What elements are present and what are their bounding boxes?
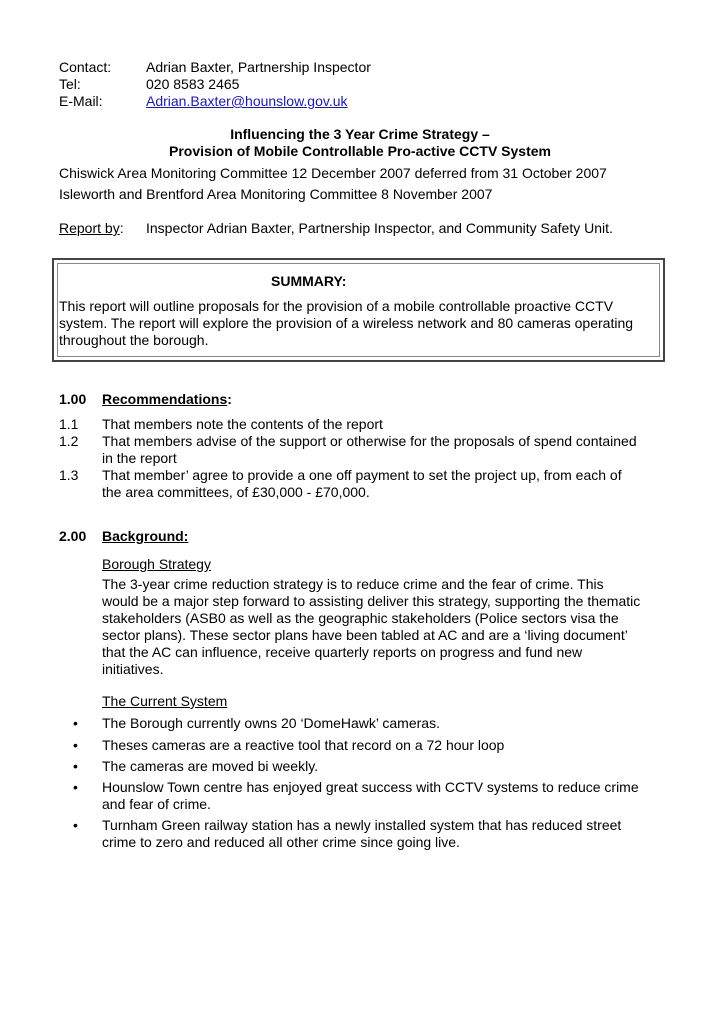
summary-line-1: This report will outline proposals for the provision of a mobile controllable proactive CCTV [59,298,614,314]
email-label: E-Mail: [59,93,103,109]
tel-label: Tel: [59,76,81,92]
report-by-colon: : [119,220,124,236]
bullet-text: Theses cameras are a reactive tool that record on a 72 hour loop [102,737,505,753]
recommendations-colon: : [227,391,232,407]
subheading-current-system: The Current System [102,693,228,709]
bullet-text: The Borough currently owns 20 ‘DomeHawk’ cameras. [102,715,440,731]
item-number: 1.3 [59,467,79,483]
paragraph-line: that the AC can influence, receive quarterly reports on progress and fund new [102,644,583,660]
bullet-glyph: • [73,779,78,795]
bullet-text: Turnham Green railway station has a newly installed system that has reduced street [102,817,622,833]
report-by-label-text: Report by [59,220,120,236]
tel-value: 020 8583 2465 [146,76,240,92]
summary-line-3: throughout the borough. [59,332,209,348]
email-link[interactable]: Adrian.Baxter@hounslow.gov.uk [146,93,348,109]
paragraph-line: initiatives. [102,661,164,677]
bullet-glyph: • [73,758,78,774]
committee-line-2: Isleworth and Brentford Area Monitoring Committee 8 November 2007 [59,186,493,202]
paragraph-line: would be a major step forward to assisting deliver this strategy, supporting the thematic [102,593,641,609]
email-value[interactable] [146,93,348,110]
bullet-glyph: • [73,817,78,833]
item-number: 1.1 [59,416,79,432]
contact-label: Contact: [59,59,112,75]
report-by-value: Inspector Adrian Baxter, Partnership Inspector, and Community Safety Unit. [146,220,613,236]
section-number-1: 1.00 [59,391,87,407]
section-heading-background: Background: [102,528,189,544]
item-text-continued: in the report [102,450,177,466]
title-line-1: Influencing the 3 Year Crime Strategy – [230,126,490,142]
recommendations-heading-text: Recommendations [102,391,228,407]
paragraph-line: stakeholders (ASB0 as well as the geographic stakeholders (Police sectors visa the [102,610,619,626]
bullet-text-continued: crime to zero and reduced all other crime since going live. [102,834,460,850]
contact-value: Adrian Baxter, Partnership Inspector [146,59,371,75]
item-text: That members note the contents of the report [102,416,383,432]
item-text-continued: the area committees, of £30,000 - £70,000. [102,484,370,500]
subheading-borough-strategy: Borough Strategy [102,556,211,572]
report-by-label [59,220,124,237]
item-text: That member’ agree to provide a one off payment to set the project up, from each of [102,467,622,483]
bullet-glyph: • [73,715,78,731]
title-line-2: Provision of Mobile Controllable Pro-active CCTV System [169,143,551,159]
section-heading-recommendations [102,391,232,408]
bullet-text: Hounslow Town centre has enjoyed great success with CCTV systems to reduce crime [102,779,639,795]
bullet-text-continued: and fear of crime. [102,796,211,812]
section-number-2: 2.00 [59,528,87,544]
committee-line-1: Chiswick Area Monitoring Committee 12 December 2007 deferred from 31 October 2007 [59,165,607,181]
bullet-text: The cameras are moved bi weekly. [102,758,319,774]
paragraph-line: sector plans). These sector plans have been tabled at AC and are a ‘living document’ [102,627,628,643]
summary-heading: SUMMARY: [271,273,347,289]
item-number: 1.2 [59,433,79,449]
bullet-glyph: • [73,737,78,753]
summary-line-2: system. The report will explore the provision of a wireless network and 80 cameras operating [59,315,634,331]
item-text: That members advise of the support or otherwise for the proposals of spend contained [102,433,637,449]
paragraph-line: The 3-year crime reduction strategy is to reduce crime and the fear of crime. This [102,576,604,592]
